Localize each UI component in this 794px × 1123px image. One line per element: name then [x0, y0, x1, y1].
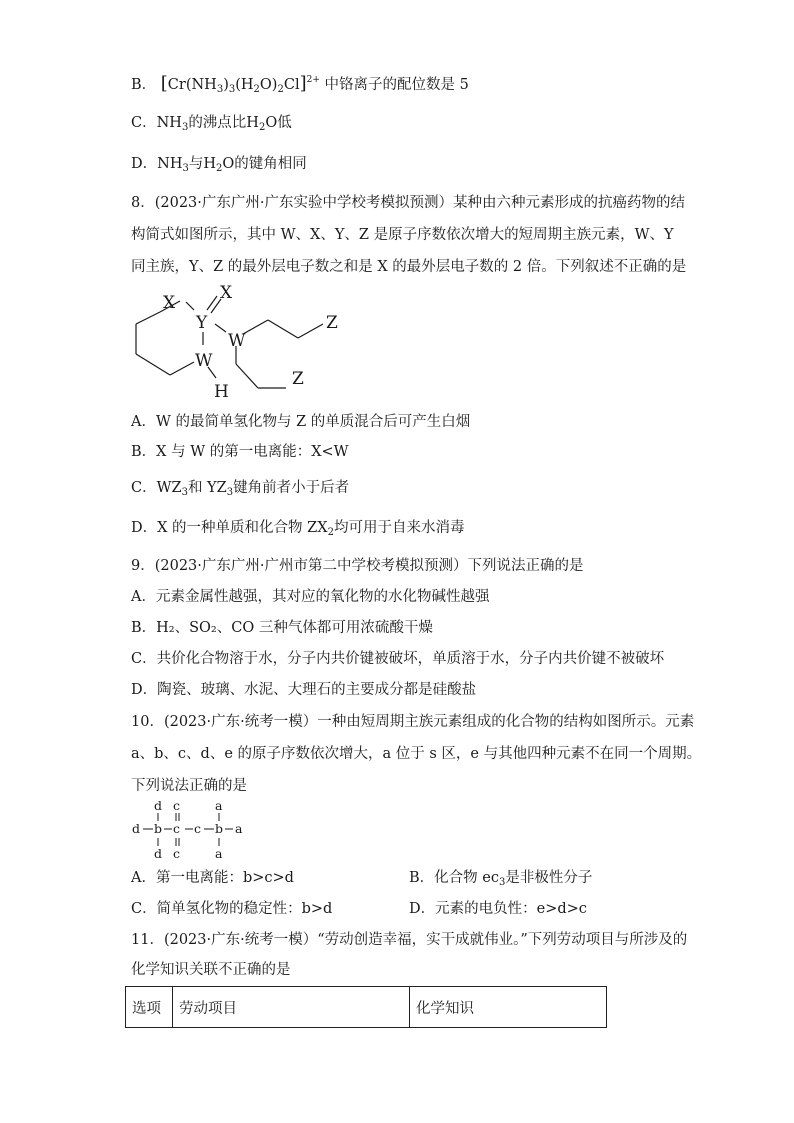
atom-x-label: X: [220, 283, 233, 303]
formula-part: (H: [235, 77, 254, 93]
atom-a-label: a: [235, 821, 243, 836]
formula-sub: 3: [228, 84, 236, 95]
atom-y-label: Y: [196, 313, 208, 333]
q8-stem-line2: 构简式如图所示，其中 W、X、Y、Z 是原子序数依次增大的短周期主族元素，W、Y: [131, 227, 674, 243]
q9-stem: 9．(2023·广东广州·广州市第二中学校考模拟预测）下列说法正确的是: [131, 558, 584, 574]
formula-sub: 2: [253, 84, 260, 95]
q8-structure-diagram: [128, 280, 358, 405]
formula-charge: 2+: [306, 75, 320, 85]
atom-z-label: Z: [292, 369, 304, 389]
q9-option-c: C．共价化合物溶于水，分子内共价键被破坏，单质溶于水，分子内共价键不被破坏: [131, 651, 665, 667]
atom-c-label: c: [173, 846, 181, 861]
atom-b-label: b: [154, 821, 163, 836]
q10-stem-line1: 10．(2023·广东·统考一模）一种由短周期主族元素组成的化合物的结构如图所示。元素: [131, 714, 695, 730]
formula-sub: 3: [226, 487, 234, 498]
atom-z-label: Z: [326, 313, 338, 333]
q10-option-c: C．简单氢化物的稳定性：b>d: [131, 901, 333, 917]
formula-part: Cr(NH: [167, 77, 217, 93]
q10-stem-line3: 下列说法正确的是: [131, 778, 247, 794]
q7-option-c: [131, 113, 292, 138]
atom-w-label: W: [195, 351, 213, 371]
option-text: 和 YZ: [187, 480, 227, 496]
q9-option-d: D．陶瓷、玻璃、水泥、大理石的主要成分都是硅酸盐: [131, 682, 477, 698]
option-letter: B．: [131, 77, 157, 93]
q9-option-a: A．元素金属性越强，其对应的氧化物的水化物碱性越强: [131, 589, 490, 605]
atom-d-label: d: [154, 846, 163, 861]
option-text: C．NH: [131, 115, 182, 131]
formula-sub: 3: [181, 487, 188, 498]
formula-part: O): [259, 77, 278, 93]
option-text: O低: [265, 115, 292, 131]
q8-stem-line3: 同主族，Y、Z 的最外层电子数之和是 X 的最外层电子数的 2 倍。下列叙述不正确的是: [131, 259, 687, 275]
q10-option-d: D．元素的电负性：e>d>c: [409, 901, 587, 917]
formula-bracket-right: ]: [299, 73, 307, 94]
q8-option-d: [131, 518, 464, 543]
option-text: C．WZ: [131, 480, 182, 496]
q7-option-b: [131, 70, 469, 100]
formula-sub: 3: [182, 163, 189, 174]
q10-option-a: A．第一电离能：b>c>d: [131, 870, 294, 886]
q8-stem-line1: 8．(2023·广东广州·广东实验中学校考模拟预测）某种由六种元素形成的抗癌药物的结: [131, 195, 685, 211]
q8-option-b: B．X 与 W 的第一电离能：X<W: [131, 444, 349, 460]
option-text: 均可用于自来水消毒: [333, 520, 465, 536]
formula-sub: 2: [258, 122, 266, 133]
option-text: 的沸点比H: [188, 115, 259, 131]
atom-d-label: d: [132, 821, 141, 836]
atom-c-label: c: [173, 799, 181, 813]
atom-h-label: H: [214, 382, 229, 402]
q11-table: [125, 986, 607, 1028]
option-text: D．X 的一种单质和化合物 ZX: [131, 520, 328, 536]
atom-x-label: X: [163, 293, 176, 313]
formula-sub: 3: [216, 84, 224, 95]
option-text: 中铬离子的配位数是 5: [324, 77, 469, 93]
option-text: 与H: [188, 156, 216, 172]
formula-paren: ): [223, 77, 229, 93]
table-header-cell: 化学知识: [410, 987, 607, 1028]
formula-sub: 3: [181, 122, 189, 133]
q8-option-a: A．W 的最简单氢化物与 Z 的单质混合后可产生白烟: [131, 414, 471, 430]
formula-bracket-left: [: [160, 73, 168, 94]
option-text: 键角前者小于后者: [233, 480, 350, 496]
formula-sub: 2: [277, 84, 284, 95]
q9-option-b: B．H₂、SO₂、CO 三种气体都可用浓硫酸干燥: [131, 620, 433, 636]
q11-stem-line2: 化学知识关联不正确的是: [131, 962, 291, 978]
atom-a-label: a: [215, 799, 223, 813]
q10-option-b: [409, 868, 592, 893]
option-text: D．NH: [131, 156, 183, 172]
atom-w-label: W: [228, 331, 246, 351]
formula-sub: 3: [498, 877, 506, 888]
option-text: B．化合物 ec: [409, 870, 499, 886]
formula-sub: 2: [327, 527, 334, 538]
formula-part: Cl: [283, 77, 300, 93]
atom-c-label: c: [173, 821, 181, 836]
atom-d-label: d: [154, 799, 163, 813]
table-header-cell: 选项: [126, 987, 173, 1028]
option-text: O的键角相同: [222, 156, 307, 172]
option-text: 是非极性分子: [505, 870, 593, 886]
atom-a-label: a: [215, 846, 223, 861]
q7-option-d: [131, 154, 307, 179]
table-header-row: [126, 987, 607, 1028]
atom-b-label: b: [215, 821, 224, 836]
q8-option-c: [131, 478, 349, 503]
table-header-cell: 劳动项目: [173, 987, 410, 1028]
q10-stem-line2: a、b、c、d、e 的原子序数依次增大，a 位于 s 区，e 与其他四种元素不在同一个周期。: [131, 746, 702, 762]
atom-c-label: c: [194, 821, 202, 836]
q11-stem-line1: 11．(2023·广东·统考一模）“劳动创造幸福，实干成就伟业。”下列劳动项目与所涉及的: [131, 932, 688, 948]
formula-sub: 2: [216, 163, 223, 174]
q10-structure-diagram: [130, 799, 260, 863]
